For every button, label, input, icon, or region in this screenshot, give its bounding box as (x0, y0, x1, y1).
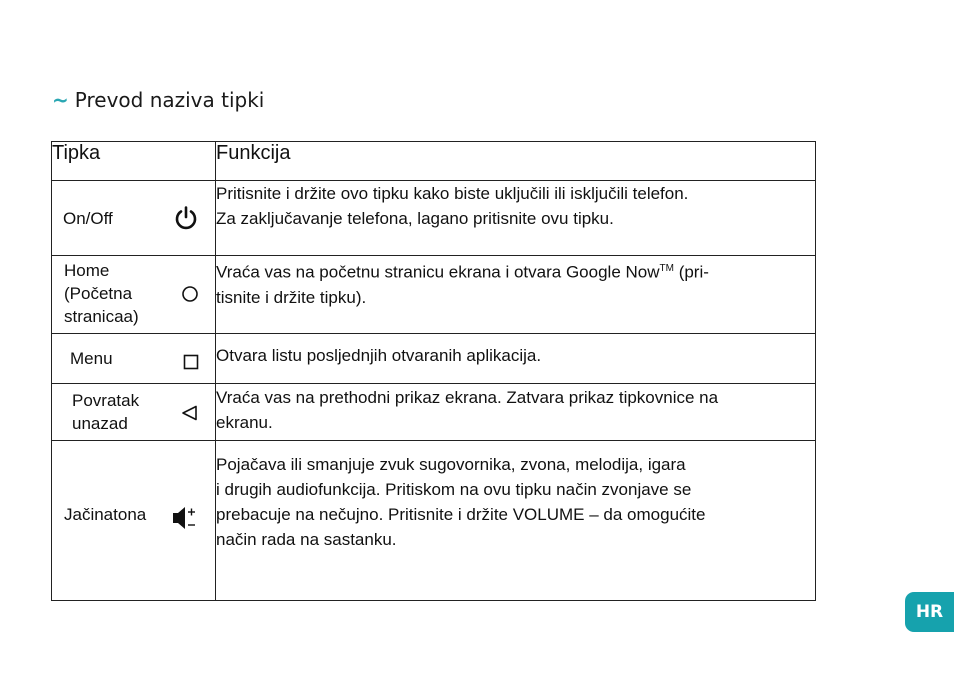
function-text: (pri- (673, 262, 709, 282)
table-header-row (52, 142, 816, 181)
function-line: i drugih audiofunkcija. Pritiskom na ovu tipku način zvonjave se (216, 480, 692, 499)
key-cell (52, 441, 216, 601)
function-line: Pritisnite i držite ovo tipku kako biste uključili ili isključili telefon. (216, 184, 689, 203)
function-line: ekranu. (216, 413, 273, 432)
key-name-line: stranicaa) (64, 307, 139, 326)
key-name: Jačinatona (64, 505, 147, 524)
key-cell (52, 334, 216, 384)
table-row (52, 441, 816, 601)
key-name-line: (Početna (64, 284, 133, 303)
square-icon (183, 354, 199, 375)
function-line: način rada na sastanku. (216, 530, 397, 549)
trademark-mark: TM (659, 263, 674, 274)
function-line: tisnite i držite tipku). (216, 287, 367, 307)
volume-icon (171, 504, 199, 537)
function-cell (216, 441, 816, 601)
function-line: Za zaključavanje telefona, lagano pritisnite ovu tipku. (216, 209, 614, 228)
function-cell (216, 334, 816, 384)
key-name-line: Povratak (72, 391, 140, 410)
function-cell (216, 256, 816, 334)
heading-marker: ~ (52, 88, 69, 112)
key-name-line: unazad (72, 414, 128, 433)
key-name: On/Off (63, 209, 113, 228)
key-cell (52, 256, 216, 334)
home-circle-icon (181, 285, 199, 308)
function-line (216, 256, 815, 285)
function-text: Vraća vas na početnu stranicu ekrana i otvara Google Now (216, 262, 660, 282)
table-row (52, 334, 816, 384)
table-row (52, 384, 816, 441)
key-table (51, 141, 816, 601)
header-function: Funkcija (216, 142, 816, 181)
key-name (64, 259, 139, 328)
heading-title: Prevod naziva tipki (74, 88, 265, 112)
language-badge: HR (905, 592, 954, 632)
key-name (72, 389, 139, 435)
section-heading (52, 88, 264, 112)
header-key: Tipka (52, 142, 216, 181)
function-line: prebacuje na nečujno. Pritisnite i držite VOLUME – da omogućite (216, 505, 706, 524)
function-line: Pojačava ili smanjuje zvuk sugovornika, zvona, melodija, igara (216, 455, 686, 474)
key-cell (52, 384, 216, 441)
function-line: Otvara listu posljednjih otvaranih aplikacija. (216, 346, 542, 365)
back-triangle-icon (181, 404, 199, 427)
power-icon (173, 205, 199, 236)
function-line: Vraća vas na prethodni prikaz ekrana. Zatvara prikaz tipkovnice na (216, 388, 719, 407)
function-cell (216, 181, 816, 256)
key-cell (52, 181, 216, 256)
key-name-line: Home (64, 261, 110, 280)
table-row (52, 256, 816, 334)
function-cell (216, 384, 816, 441)
table-row (52, 181, 816, 256)
key-name: Menu (70, 349, 113, 368)
